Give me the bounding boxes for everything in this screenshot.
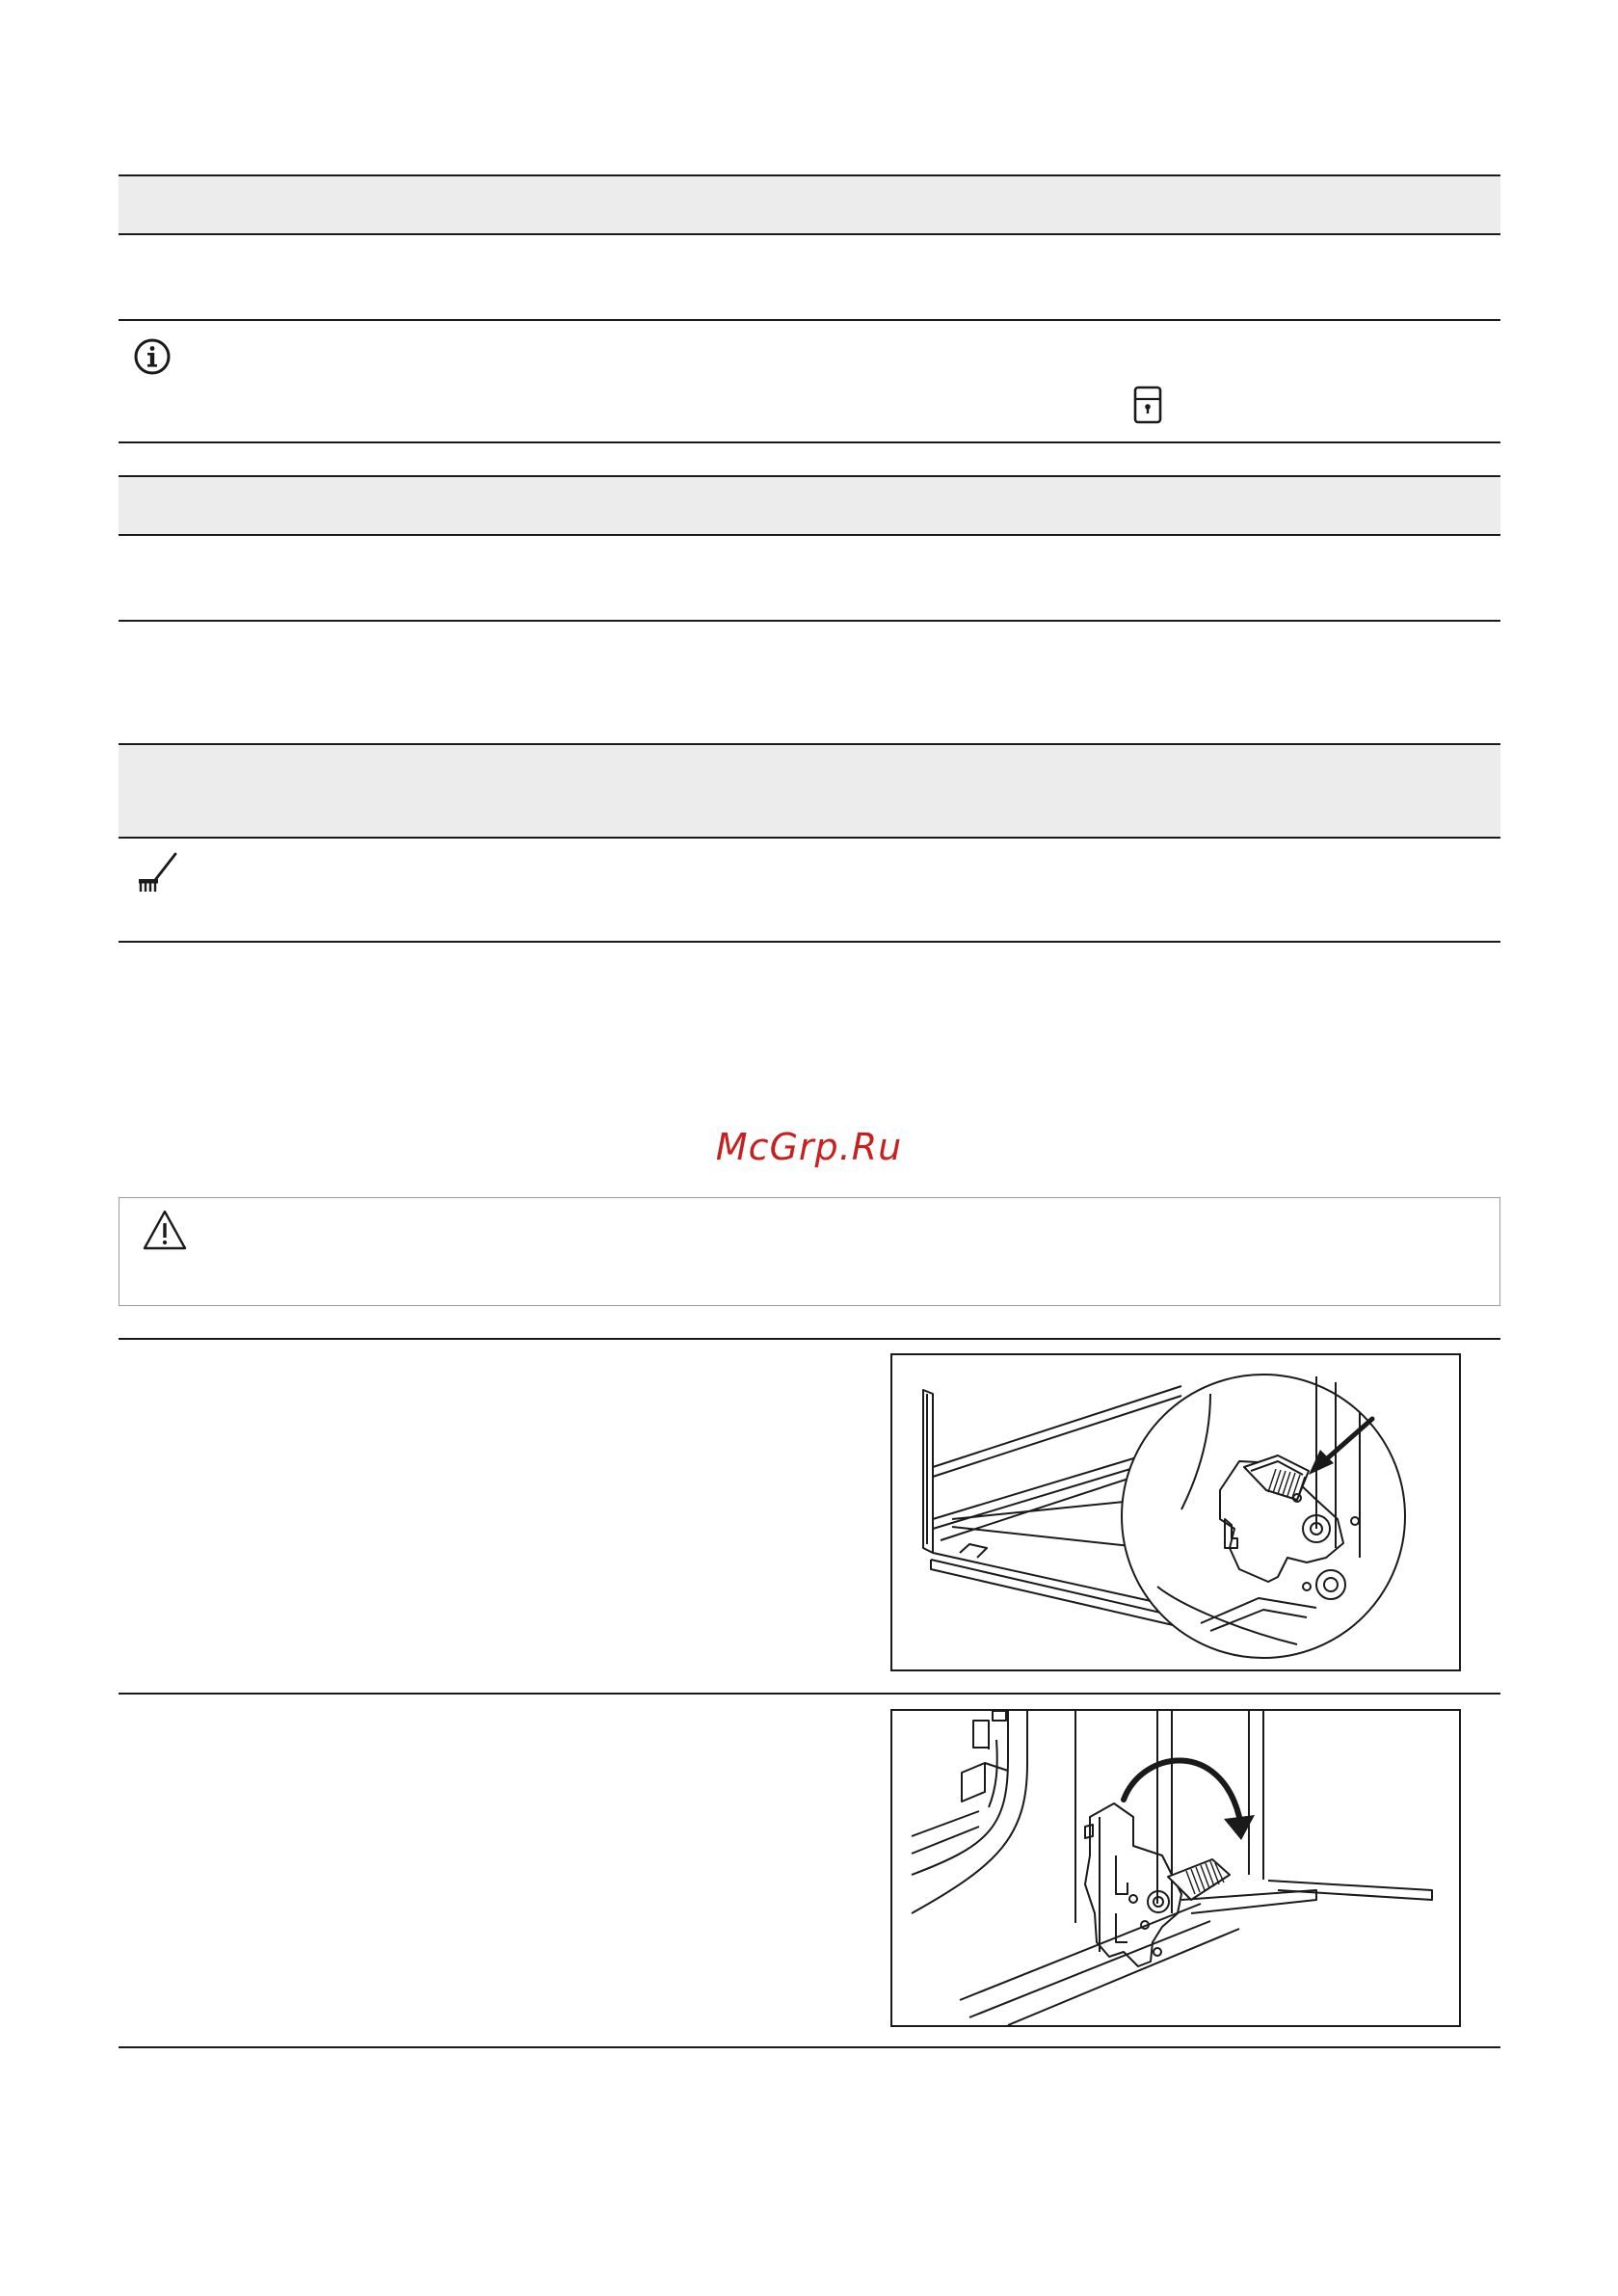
rule xyxy=(119,319,1500,321)
section-header-band-1 xyxy=(119,175,1500,233)
hinge-detail-illustration xyxy=(892,1355,1459,1669)
rule xyxy=(119,743,1500,745)
rule xyxy=(119,441,1500,443)
door-lock-icon xyxy=(1132,386,1163,424)
warning-box xyxy=(119,1197,1500,1306)
section-header-band-3 xyxy=(119,744,1500,837)
hinge-rotate-illustration xyxy=(892,1711,1459,2025)
rule xyxy=(119,174,1500,176)
cleaning-brush-icon xyxy=(135,851,177,894)
info-icon xyxy=(133,337,172,376)
oven-door-hinge-detail-figure xyxy=(890,1353,1461,1671)
rule xyxy=(119,2046,1500,2048)
curved-rotate-arrow xyxy=(1124,1760,1255,1840)
rule xyxy=(119,1693,1500,1695)
rule xyxy=(119,1338,1500,1340)
rule xyxy=(119,620,1500,622)
oven-hinge-lever-rotate-figure xyxy=(890,1709,1461,2027)
rule xyxy=(119,941,1500,943)
rule xyxy=(119,534,1500,536)
warning-triangle-icon xyxy=(141,1208,189,1252)
rule xyxy=(119,233,1500,235)
watermark-text: McGrp.Ru xyxy=(715,1126,903,1168)
rule xyxy=(119,475,1500,477)
section-header-band-2 xyxy=(119,476,1500,534)
rule xyxy=(119,837,1500,839)
